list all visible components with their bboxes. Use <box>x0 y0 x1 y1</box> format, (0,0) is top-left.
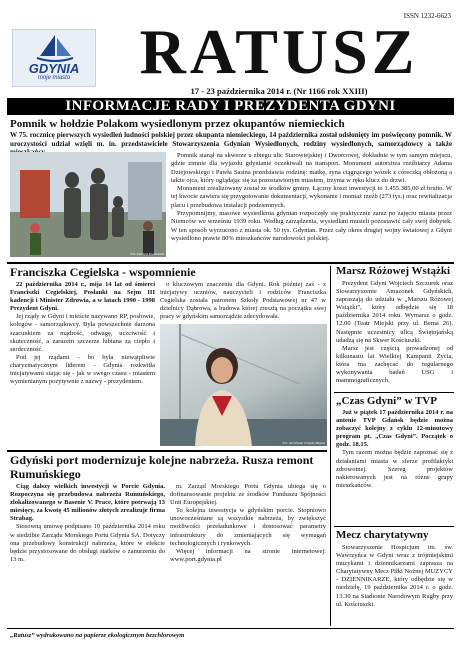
paragraph: o kluczowym znaczeniu dla Gdyni. Rok później zaś - z inicjatywy uczniów, nauczycieli i rodziców Franciszka Cegielska została patronem Szkoły Podstawowej nr 47 w dzielnicy Dąbrowa, a budowa której zresztą na początku swej pracy w gdyńskim samorządzie zdecydowała. <box>160 281 326 321</box>
paragraph: Tym razem można będzie zapoznać się z działaniami miasta w sferze profilaktyki zdrowotnej. Szereg projektów nakierowanych jest na różne grupy mieszkańców. <box>336 449 453 489</box>
sailboat-icon <box>35 34 75 62</box>
paragraph: Monument zrealizowany został ze środków gminy. Łączny koszt inwestycji to 1.455.385,00 zł brutto. W tej kwocie zawiera się przygotowanie dokumentacji, wykonanie i montaż rzeźb (273 tys.) oraz rewitalizacja placu i przebudowa instalacji podziemnych. <box>171 185 452 209</box>
paragraph: To kolejna inwestycja w gdyńskim porcie. Stopniowo unowocześniane są wszystkie nabrzeża, by zwiększyć możliwości przeładunkowe i dostosować parametry infrastruktury do zmieniających się wymagań technologicznych i rynkowych. <box>170 507 326 547</box>
paragraph: 22 października 2014 r., mija 14 lat od śmierci Franciszki Cegielskiej, Posłanki na Sejm III kadencji i Minister Zdrowia, a w latach 1990 - 1998 Prezydent Gdyni. <box>10 281 155 313</box>
czas-headline: „Czas Gdyni” w TVP <box>336 395 437 407</box>
footer-divider <box>7 628 454 629</box>
cegielska-column-1 <box>10 281 155 386</box>
paragraph: m. Zarząd Morskiego Portu Gdynia ubiega się o dofinansowanie projektu ze środków Funduszu Spójności Unii Europejskiej. <box>170 483 326 507</box>
pomnik-body <box>171 152 452 243</box>
mecz-headline: Mecz charytatywny <box>336 529 429 541</box>
paragraph: Przypomnijmy, masowe wysiedlenia gdynian rozpoczęły się praktycznie zaraz po zajęciu miasta przez Niemców we wrześniu 1939 roku. Według zarządzenia, wysiedlani musieli pozostawić cały swój dobytek. W ten sposób wyrzucono z miasta ok. 50 tys. Gdynian. Przez cały okres drugiej wojny światowej z Gdyni wysiedlono prawie 80% mieszkańców narodowości polskiej. <box>171 210 452 242</box>
section-divider <box>334 526 454 527</box>
paragraph: Pod jej rządami - bo była niewątpliwie charyzmatycznym liderem - Gdynia rozkwitła inicjatywami stając się - jak w swego czasu - miastem wymienianym pozytywnie z nazwy - prezydentem. <box>10 353 155 386</box>
gdynia-logo <box>12 29 96 87</box>
section-banner: INFORMACJE RADY I PREZYDENTA GDYNI <box>7 98 454 115</box>
portrait-image <box>160 324 327 446</box>
marsz-body <box>336 280 453 385</box>
monument-statue-image <box>10 152 166 257</box>
newspaper-title: RATUSZ <box>139 16 419 87</box>
paragraph: Stosowną umowę podpisano 10 października 2014 roku w siedzibie Zarządu Morskiego Portu Gdynia SA. Dotyczy ona przebudowy konstrukcji nabrzeża, które w efekcie będzie przystosowane do obsługi statków o zanurzeniu do 13 m. <box>10 523 165 563</box>
paragraph: Jej rządy w Gdyni i mieście nazywano RP, posłowie, kolegów - samorządowcy. Była powszechnie darzona szacunkiem za mądrość, odwagę, uczciwość i skuteczność, a zarazem szczerze lubiana za ciepło i serdeczność. <box>10 313 155 353</box>
photo-credit: Fot. Archiwum Urzędu Miasta <box>282 441 325 445</box>
paragraph: Więcej informacji na stronie internetowej: www.port.gdynia.pl <box>170 547 326 563</box>
paragraph: Stowarzyszenie Hospicjum im. św. Wawrzyńca w Gdyni wraz z trójmiejskimi muzykami i dziennikarzami zaprasza na Charytatywny Mecz Piłki Nożnej MUZYCY - DZIENNIKARZE, który odbędzie się w niedzielę, 19 października 2014 r. o godz. 13.30 na Stadionie Narodowym Rugby przy ul. Kościuszki. <box>336 544 453 608</box>
paragraph: Ciąg dalszy wielkich inwestycji w Porcie Gdynia. Rozpoczyna się przebudowa nabrzeża Rumuńskiego, zlokalizowanego w Basenie V. Prace, które potrwają 13 miesięcy, za kwotę 45 milionów złotych zrealizuje firma Strabag. <box>10 483 165 523</box>
logo-tagline: moje miasto <box>37 75 71 81</box>
mecz-body <box>336 544 453 609</box>
column-divider <box>330 266 331 626</box>
section-divider <box>7 450 327 452</box>
pomnik-headline: Pomnik w hołdzie Polakom wysiedlonym przez okupantów niemieckich <box>10 118 345 130</box>
port-column-2 <box>170 483 326 564</box>
section-divider <box>334 392 454 393</box>
cegielska-portrait-photo <box>160 324 327 446</box>
paragraph: Prezydent Gdyni Wojciech Szczurek oraz Stowarzyszenie Amazonek Gdyńskich, zapraszają do udziału w „Marszu Różowej Wstążki”, który odbędzie się 18 października 2014 roku. Wymarsz o godz. 12.00 (Teatr Miejski przy ul. Bema 26). Następnie uczestnicy ulicą Świętojańską udadzą się na Skwer Kościuszki. <box>336 280 453 344</box>
port-headline: Gdyński port modernizuje kolejne nabrzeża. Rusza remont Rumuńskiego <box>10 453 314 481</box>
issue-date: 17 - 23 października 2014 r. (Nr 1166 rok XXIII) <box>190 86 368 96</box>
cegielska-column-2 <box>160 281 326 321</box>
issn-number: ISSN 1232-6623 <box>403 12 451 20</box>
marsz-headline: Marsz Różowej Wstążki <box>336 265 451 277</box>
paragraph: Marsz jest częścią prowadzonej od kilkunastu lat Wielkiej Kampanii Życia, która ma zachęcać do regularnego wykonywania badań USG i mammograficznych. <box>336 344 453 385</box>
czas-body <box>336 409 453 490</box>
port-column-1 <box>10 483 165 564</box>
paragraph: Pomnik stanął na skwerze u zbiegu ulic Starowiejskiej i Dworcowej, dokładnie w tym samym miejscu, gdzie zimnie dla wyjazdu gdynianie oczekiwali na transport. Monument autorstwa rzeźbiarzy Adama Dziejowskiego i Pawła Sasina przedstawia rodzinę: matkę, syna ciągnącego wózek z córeczką obłożoną a także ojca, który oglądając się za pozostawionym miastem, trzyma w ręku klucz do drzwi. <box>171 152 452 184</box>
section-divider <box>7 262 454 264</box>
cegielska-headline: Franciszka Cegielska - wspomnienie <box>10 265 196 279</box>
paragraph: Już w piątek 17 października 2014 r. na antenie TVP Gdańsk będzie można zobaczyć kolejny z cyklu 12-minutowy program pt. „Czas Gdyni”. Początek o godz. 18.15. <box>336 409 453 449</box>
monument-photo <box>10 152 166 257</box>
footer-note: „Ratusz” wydrukowano na papierze ekologicznym bezchlorowym <box>10 632 185 639</box>
pomnik-lead: W 75. rocznicę pierwszych wysiedleń ludności polskiej przez okupanta niemieckiego, 14 października został odsłonięty im poświęcony pomnik. W uroczystości udział wzięli m. in. przedstawiciele Stowarzyszenia Gdynian Wysiedlonych, rodziny wysiedlonych, samorządowcy a także <box>10 131 452 148</box>
photo-credit: Fot. Dariusz Pawłowski <box>130 252 164 256</box>
logo-brand: GDYNIA <box>28 61 80 76</box>
